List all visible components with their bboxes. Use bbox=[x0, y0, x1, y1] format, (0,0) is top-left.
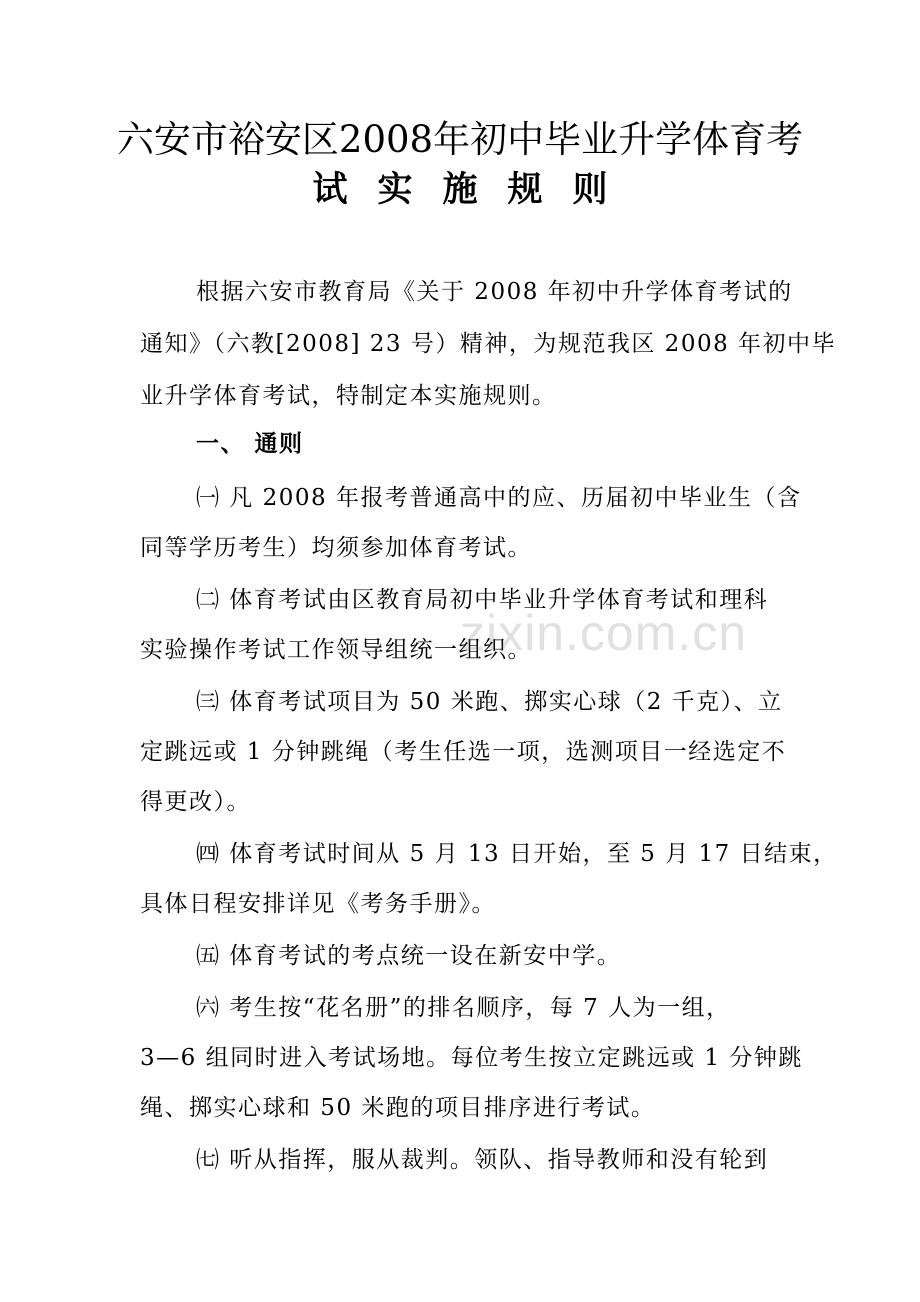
paragraph-line: 得更改）。 bbox=[140, 789, 251, 815]
watermark: zixin.com.cn bbox=[460, 605, 748, 661]
paragraph-line: ㈣ 体育考试时间从 5 月 13 日开始，至 5 月 17 日结束， bbox=[196, 841, 838, 867]
paragraph-line: 通知》（六教[2008] 23 号）精神，为规范我区 2008 年初中毕 bbox=[140, 331, 837, 357]
paragraph-line: 实验操作考试工作领导组统一组织。 bbox=[140, 637, 532, 663]
paragraph-line: ㈢ 体育考试项目为 50 米跑、掷实心球（2 千克）、立 bbox=[196, 689, 783, 715]
document-title-line-1: 六安市裕安区2008年初中毕业升学体育考 bbox=[116, 118, 804, 161]
paragraph-line: 同等学历考生）均须参加体育考试。 bbox=[140, 535, 532, 561]
paragraph-line: 业升学体育考试，特制定本实施规则。 bbox=[140, 383, 557, 409]
paragraph-line: ㈦ 听从指挥，服从裁判。领队、指导教师和没有轮到 bbox=[196, 1147, 769, 1173]
paragraph-line: 具体日程安排详见《考务手册》。 bbox=[140, 891, 496, 917]
paragraph-line: 根据六安市教育局《关于 2008 年初中升学体育考试的 bbox=[196, 279, 793, 305]
document-title-line-2: 试实施规则 bbox=[312, 169, 638, 210]
paragraph-line: 定跳远或 1 分钟跳绳（考生任选一项，选测项目一经选定不 bbox=[140, 739, 787, 765]
paragraph-line: ㈠ 凡 2008 年报考普通高中的应、历届初中毕业生（含 bbox=[196, 485, 802, 511]
paragraph-line: 绳、掷实心球和 50 米跑的项目排序进行考试。 bbox=[140, 1095, 656, 1121]
section-heading: 一、 通则 bbox=[196, 431, 304, 457]
paragraph-line: ㈤ 体育考试的考点统一设在新安中学。 bbox=[196, 943, 622, 969]
paragraph-line: 3—6 组同时进入考试场地。每位考生按立定跳远或 1 分钟跳 bbox=[140, 1045, 803, 1071]
paragraph-line: ㈥ 考生按“花名册”的排名顺序，每 7 人为一组， bbox=[196, 995, 731, 1021]
paragraph-line: ㈡ 体育考试由区教育局初中毕业升学体育考试和理科 bbox=[196, 587, 769, 613]
